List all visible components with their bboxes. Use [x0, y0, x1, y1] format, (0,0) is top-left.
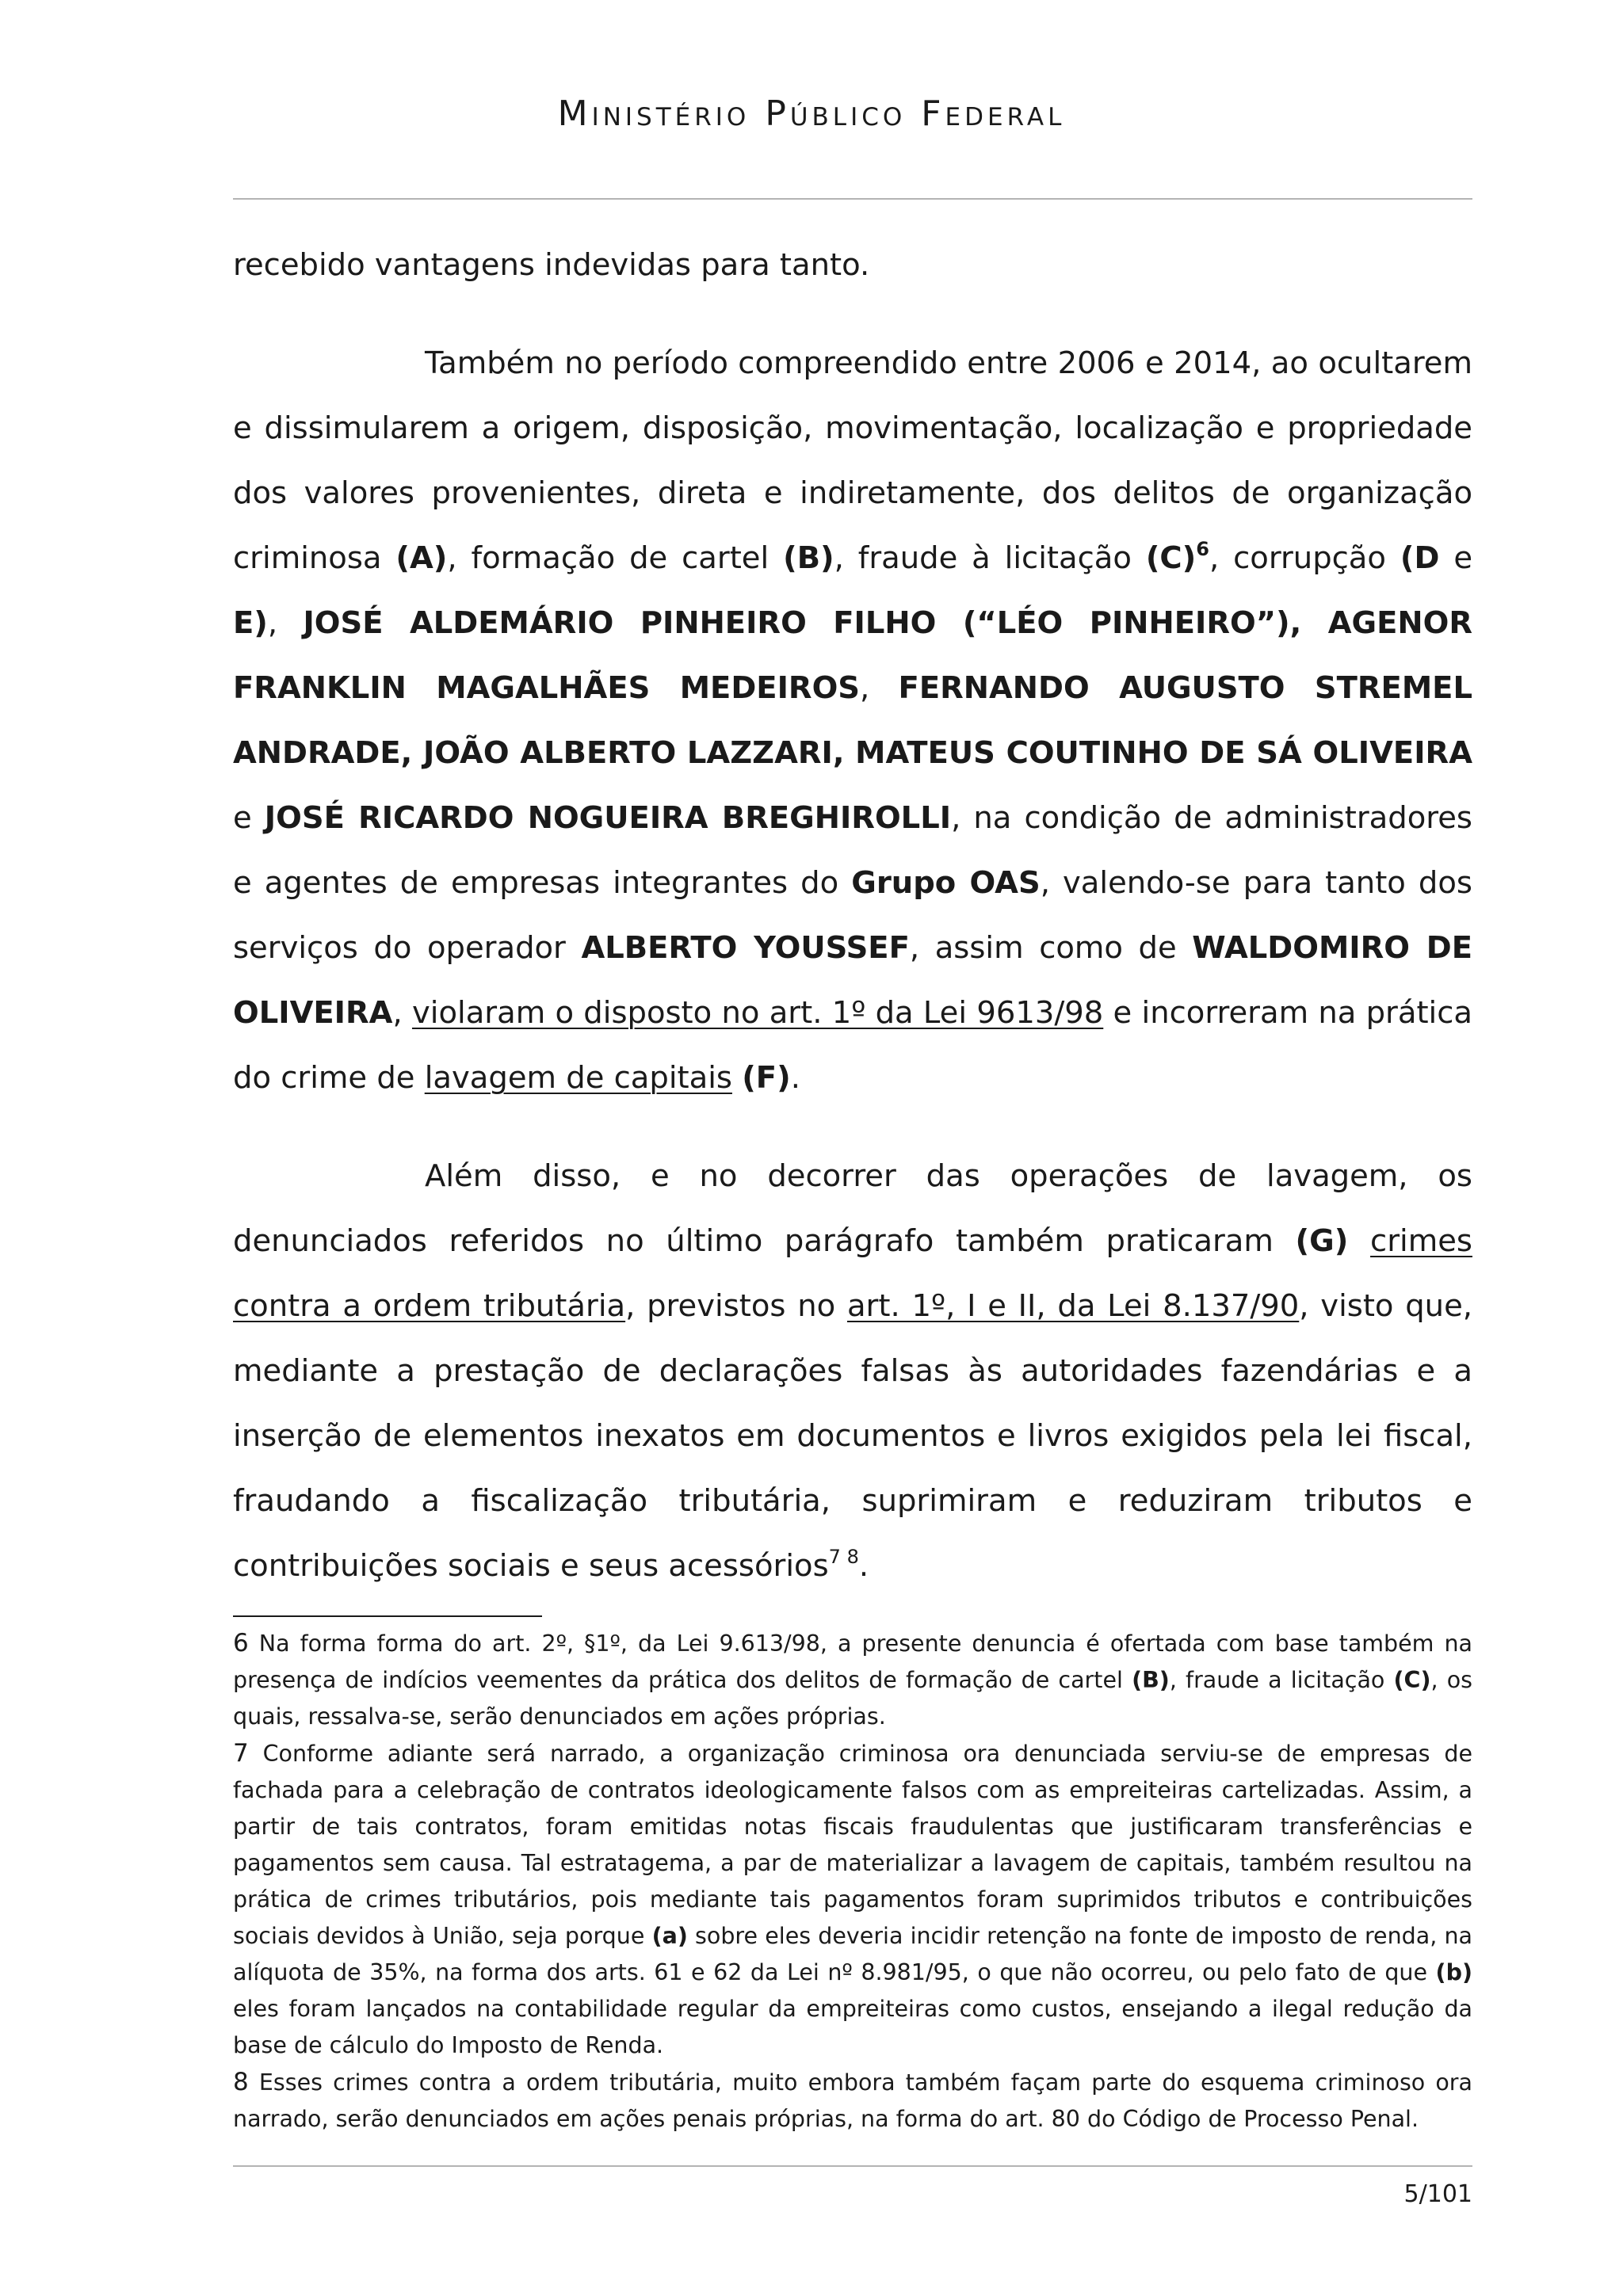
defendant-names: JOSÉ RICARDO NOGUEIRA BREGHIROLLI	[264, 800, 952, 836]
page-number: 5/101	[1403, 2180, 1472, 2208]
paragraph-money-laundering: Também no período compreendido entre 2006 e 2014, ao ocultarem e dissimularem a origem, disposição, movimentação, localização e propriedade dos valores provenientes, direta e indiretamente, dos delitos de organização criminosa (A), formação de cartel (B), fraude à licitação $(C)^6$, corrupção (D e E), JOSÉ ALDEMÁRIO PINHEIRO FILHO (“LÉO PINHEIRO”), AGENOR FRANKLIN MAGALHÃES MEDEIROS, FERNANDO AUGUSTO STREMEL ANDRADE, JOÃO ALBERTO LAZZARI, MATEUS COUTINHO DE SÁ OLIVEIRA e JOSÉ RICARDO NOGUEIRA BREGHIROLLI, na condição de administradores e agentes de empresas integrantes do Grupo OAS, valendo-se para tanto dos serviços do operador ALBERTO YOUSSEF, assim como de WALDOMIRO DE OLIVEIRA, violaram o disposto no art. 1º da Lei 9613/98 e incorreram na prática do crime de lavagem de capitais (F).	[233, 345, 1473, 1096]
footnote-7: 7 Conforme adiante será narrado, a organização criminosa ora denunciada serviu-se de empresas de fachada para a celebração de contratos ideologicamente falsos com as empreiteiras cartelizadas. Assim, a partir de tais contratos, foram emitidas notas fiscais fraudulentas que justificaram transferências e pagamentos sem causa. Tal estratagema, a par de materializar a lavagem de capitais, também resultou na prática de crimes tributários, pois mediante tais pagamentos foram suprimidos tributos e contribuições sociais devidos à União, seja porque (a) sobre eles deveria incidir retenção na fonte de imposto de renda, na alíquota de 35%, na forma dos arts. 61 e 62 da Lei nº 8.981/95, o que não ocorreu, ou pelo fato de que (b) eles foram lançados na contabilidade regular da empreiteiras como custos, ensejando a ilegal redução da base de cálculo do Imposto de Renda.	[233, 1739, 1472, 2058]
paragraph-continuation: recebido vantagens indevidas para tanto.	[233, 247, 870, 283]
legal-reference: violaram o disposto no art. 1º da Lei 9613/98	[411, 995, 1104, 1031]
crime-name: crimes contra a ordem tributária	[233, 1223, 1472, 1324]
header-divider	[233, 198, 1472, 200]
defendant-names: FERNANDO AUGUSTO STREMEL ANDRADE, JOÃO ALBERTO LAZZARI, MATEUS COUTINHO DE SÁ OLIVEIRA	[233, 670, 1473, 771]
paragraph-tax-crimes: Além disso, e no decorrer das operações de lavagem, os denunciados referidos no último parágrafo também praticaram (G) crimes contra a ordem tributária, previstos no art. 1º, I e II, da Lei 8.137/90, visto que, mediante a prestação de declarações falsas às autoridades fazendárias e a inserção de elementos inexatos em documentos e livros exigidos pela lei fiscal, fraudando a fiscalização tributária, suprimiram e reduziram tributos e contribuições sociais e seus acessórios$^{7 8}$.	[233, 1158, 1472, 1584]
footnotes	[233, 1625, 1472, 2138]
defendant-names: JOSÉ ALDEMÁRIO PINHEIRO FILHO (“LÉO PINHEIRO”), AGENOR FRANKLIN MAGALHÃES MEDEIROS	[233, 605, 1472, 706]
company-name: Grupo OAS	[851, 865, 1041, 901]
operator-name: ALBERTO YOUSSEF	[581, 930, 910, 966]
footnote-ref-7-8[interactable]: 7 8	[828, 1546, 859, 1568]
footnote-8: 8 Esses crimes contra a ordem tributária, muito embora também façam parte do esquema criminoso ora narrado, serão denunciados em ações penais próprias, na forma do art. 80 do Código de Processo Penal.	[233, 2068, 1472, 2132]
legal-reference: art. 1º, I e II, da Lei 8.137/90	[846, 1288, 1300, 1324]
footnote-ref-6[interactable]: 6	[1196, 538, 1209, 560]
footnote-separator	[233, 1615, 542, 1617]
defendant-names: WALDOMIRO DE OLIVEIRA	[233, 930, 1472, 1031]
page-header-title: Ministério Público Federal	[557, 93, 1066, 134]
footnote-6: 6 Na forma forma do art. 2º, §1º, da Lei 9.613/98, a presente denuncia é ofertada com base também na presença de indícios veementes da prática dos delitos de formação de cartel (B), fraude a licitação (C), os quais, ressalva-se, serão denunciados em ações próprias.	[233, 1629, 1472, 1730]
crime-name: lavagem de capitais	[424, 1060, 732, 1096]
footer-divider	[233, 2165, 1472, 2167]
